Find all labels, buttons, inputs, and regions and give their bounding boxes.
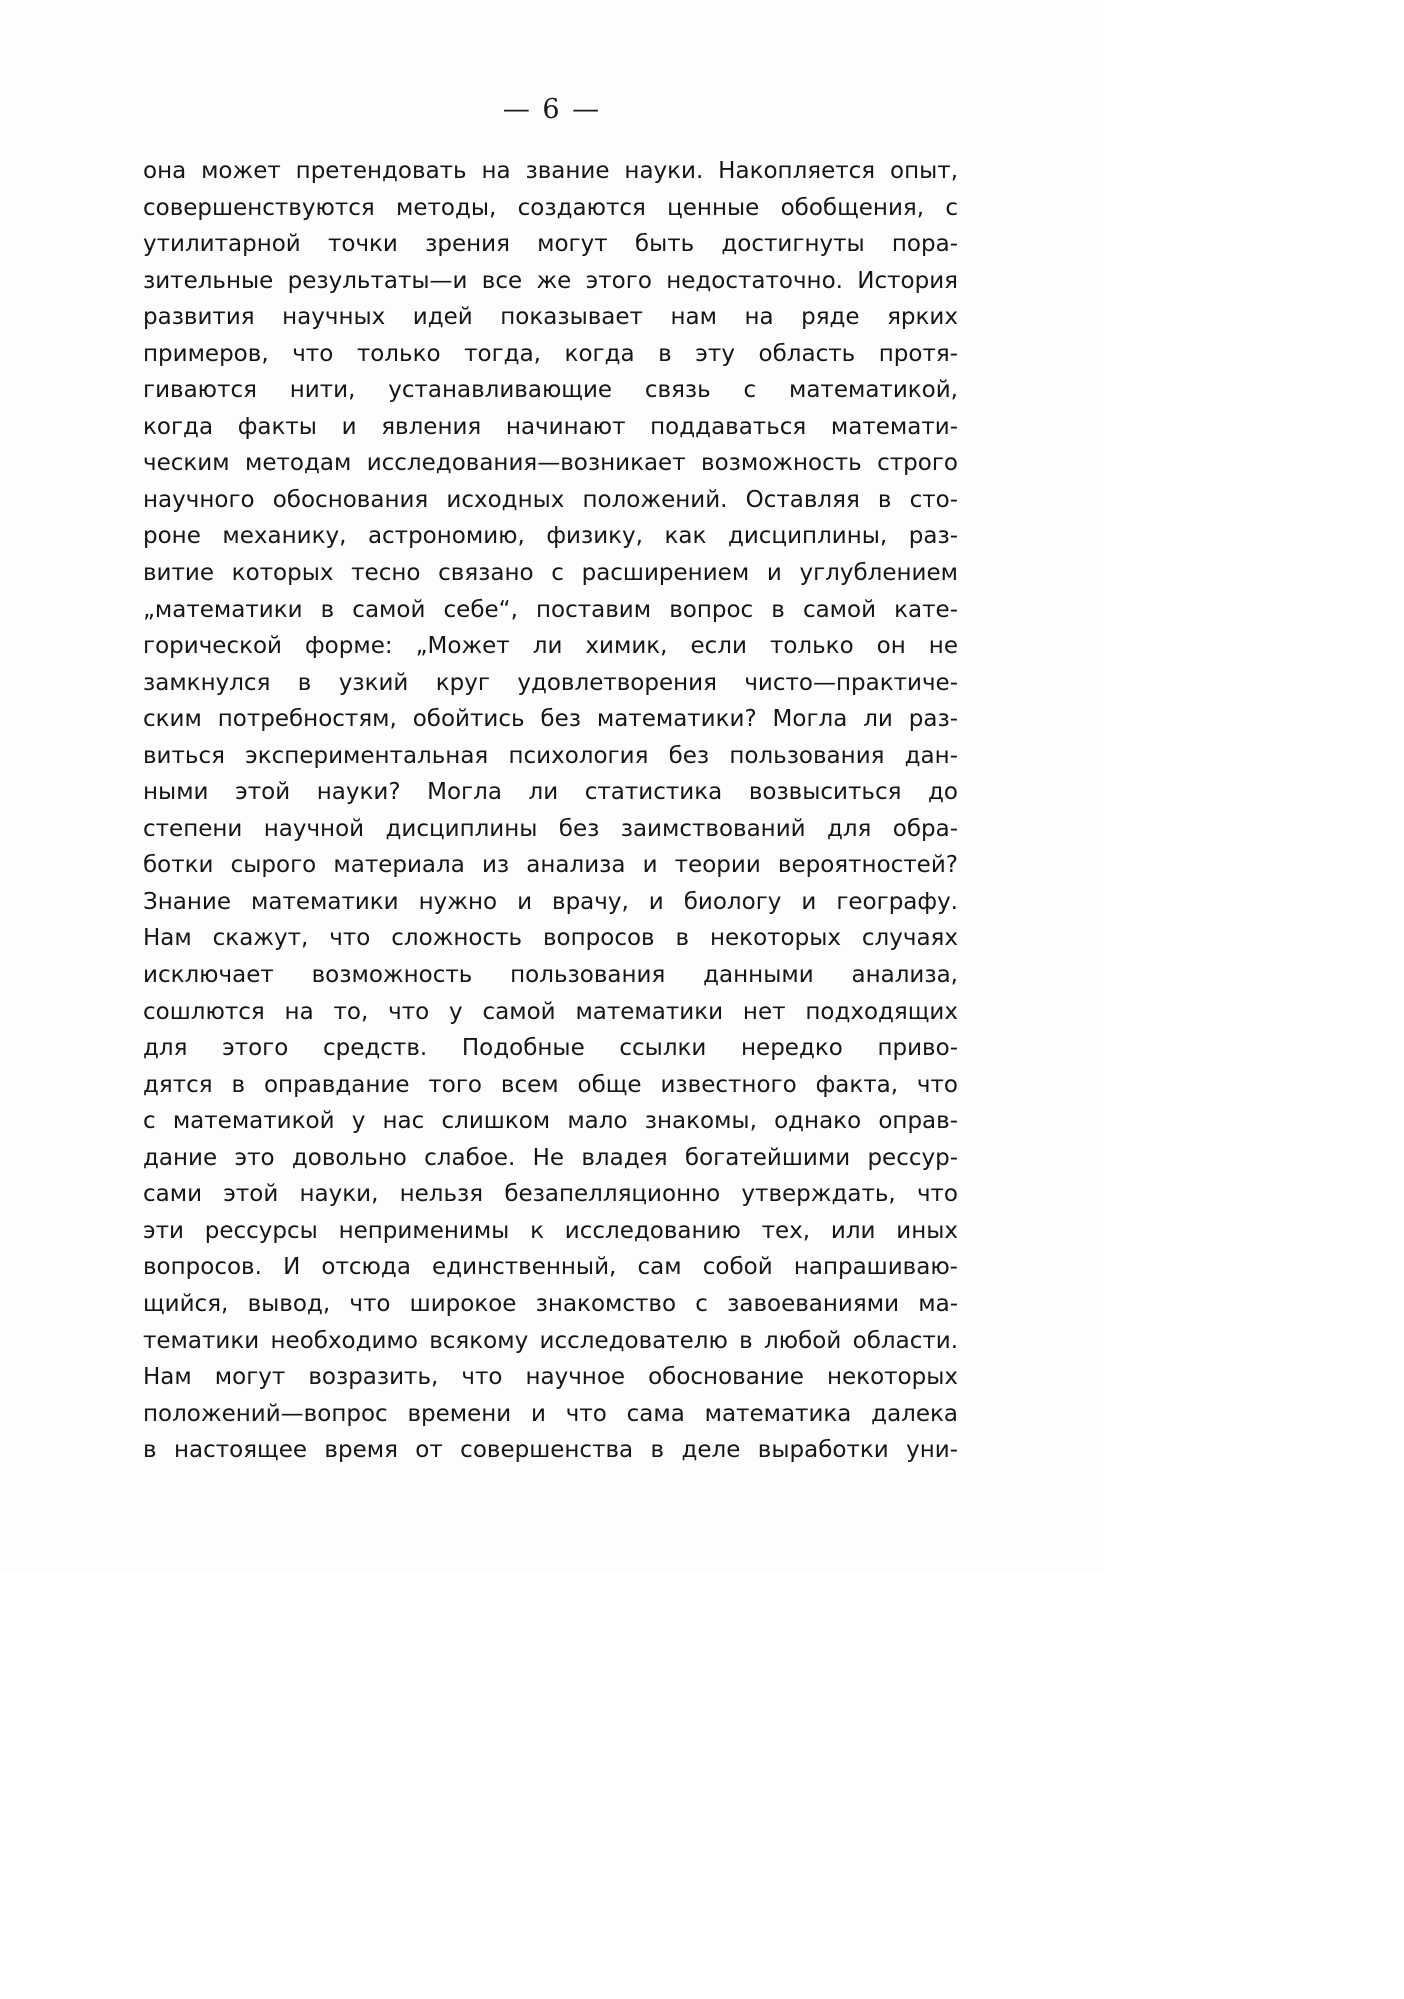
text-line: гиваются нити, устанавливающие связь с математикой, [143,377,958,404]
text-line: ческим методам исследования—возникает возможность строго [143,450,958,477]
text-line: сошлются на то, что у самой математики нет подходящих [143,998,958,1025]
text-line: степени научной дисциплины без заимствований для обра- [143,815,958,842]
text-line: примеров, что только тогда, когда в эту область протя- [143,340,958,367]
text-line: исключает возможность пользования данными анализа, [143,962,958,989]
text-line: эти рессурсы неприменимы к исследованию тех, или иных [143,1217,958,1244]
text-line: положений—вопрос времени и что сама математика далека [143,1400,958,1427]
text-line: совершенствуются методы, создаются ценные обобщения, с [143,194,958,221]
text-line: сами этой науки, нельзя безапелляционно утверждать, что [143,1181,958,1208]
text-line: в настоящее время от совершенства в деле выработки уни- [143,1437,958,1464]
text-line: ским потребностям, обойтись без математики? Могла ли раз- [143,706,958,733]
body-text [143,153,958,1469]
text-line: щийся, вывод, что широкое знакомство с завоеваниями ма- [143,1290,958,1317]
text-line: Нам могут возразить, что научное обоснование некоторых [143,1364,958,1391]
text-line: горической форме: „Может ли химик, если только он не [143,633,958,660]
text-line: когда факты и явления начинают поддаваться математи- [143,413,958,440]
text-line: развития научных идей показывает нам на ряде ярких [143,304,958,331]
text-line: роне механику, астрономию, физику, как дисциплины, раз- [143,523,958,550]
text-line: для этого средств. Подобные ссылки нередко приво- [143,1035,958,1062]
text-line: ботки сырого материала из анализа и теории вероятностей? [143,852,958,879]
text-line: научного обоснования исходных положений. Оставляя в сто- [143,486,958,513]
text-line: она может претендовать на звание науки. Накопляется опыт, [143,158,958,184]
text-line: с математикой у нас слишком мало знакомы, однако оправ- [143,1108,958,1135]
text-line: витие которых тесно связано с расширением и углублением [143,560,958,587]
text-line: „математики в самой себе“, поставим вопрос в самой кате- [143,596,958,623]
page-number: — 6 — [502,94,602,125]
text-line: виться экспериментальная психология без пользования дан- [143,742,958,769]
text-line: Знание математики нужно и врачу, и биологу и географу. [143,888,958,915]
text-line: Нам скажут, что сложность вопросов в некоторых случаях [143,925,958,952]
text-line: дятся в оправдание того всем обще известного факта, что [143,1071,958,1098]
text-line: ными этой науки? Могла ли статистика возвыситься до [143,779,958,806]
text-line: вопросов. И отсюда единственный, сам собой напрашиваю- [143,1254,958,1281]
text-line: дание это довольно слабое. Не владея богатейшими рессур- [143,1144,958,1171]
text-line: замкнулся в узкий круг удовлетворения чисто—практиче- [143,669,958,696]
text-line: утилитарной точки зрения могут быть достигнуты пора- [143,231,958,258]
text-line: зительные результаты—и все же этого недостаточно. История [143,267,958,294]
text-line: тематики необходимо всякому исследователю в любой области. [143,1327,958,1354]
